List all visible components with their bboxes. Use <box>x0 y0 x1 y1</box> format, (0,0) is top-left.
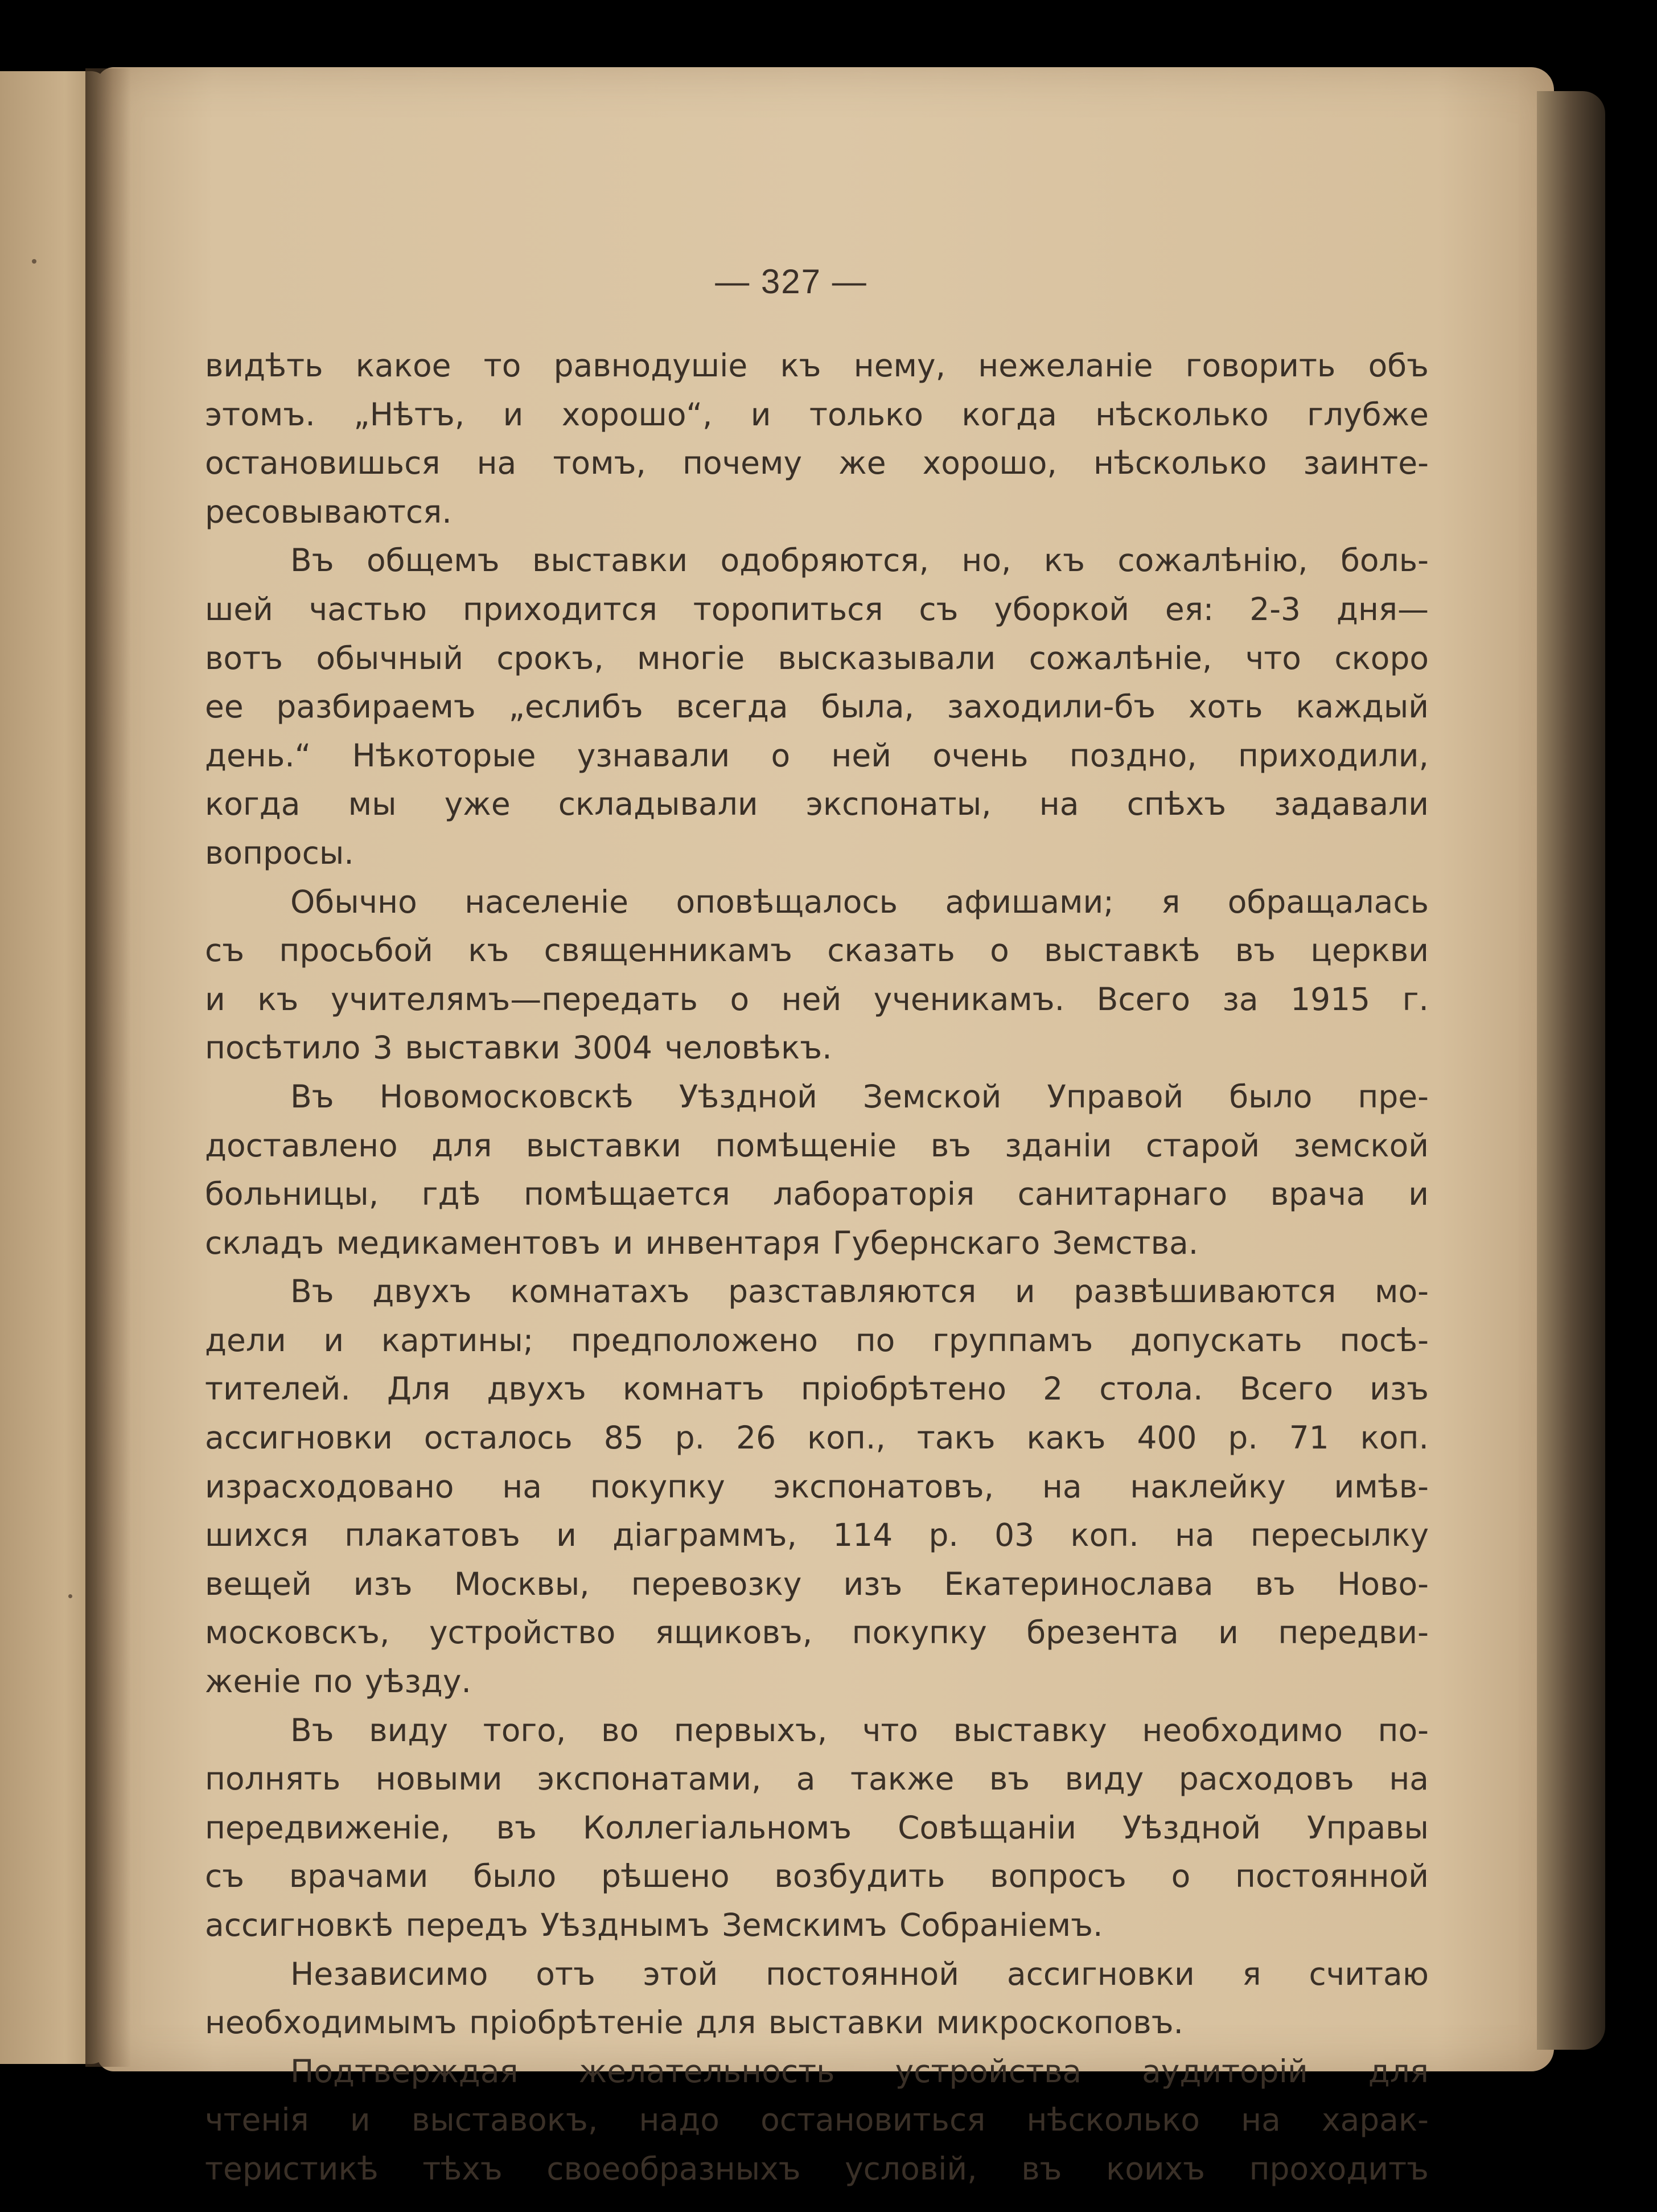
text-line: Въ Новомосковскѣ Уѣздной Земской Управой было пре- <box>290 1078 1429 1115</box>
paragraph <box>205 1706 1429 1950</box>
paragraph <box>205 1267 1429 1706</box>
page-number: — 327 — <box>715 262 867 301</box>
text-line: Въ виду того, во первыхъ, что выставку необходимо по- <box>290 1712 1429 1749</box>
text-line: необходимымъ пріобрѣтеніе для выставки микроскоповъ. <box>205 2004 1184 2041</box>
text-line: дели и картины; предположено по группамъ допускать посѣ- <box>205 1322 1429 1359</box>
text-line: видѣть какое то равнодушіе къ нему, нежеланіе говорить объ <box>205 347 1429 384</box>
text-line: израсходовано на покупку экспонатовъ, на наклейку имѣв- <box>205 1468 1429 1505</box>
text-line: больницы, гдѣ помѣщается лабораторія санитарнаго врача и <box>205 1176 1429 1213</box>
margin-speck <box>32 259 36 264</box>
text-line: доставлено для выставки помѣщеніе въ зданіи старой земской <box>205 1127 1429 1164</box>
page-stack-edge <box>1537 91 1605 2050</box>
text-line: съ врачами было рѣшено возбудить вопросъ о постоянной <box>205 1858 1429 1895</box>
paragraph <box>205 2047 1429 2194</box>
text-line: тителей. Для двухъ комнатъ пріобрѣтено 2 стола. Всего изъ <box>205 1370 1429 1407</box>
margin-speck <box>68 1594 72 1598</box>
text-line: Въ общемъ выставки одобряются, но, къ сожалѣнію, боль- <box>290 542 1429 579</box>
text-line: ассигновкѣ передъ Уѣзднымъ Земскимъ Собраніемъ. <box>205 1907 1103 1943</box>
text-line: вопросы. <box>205 834 354 871</box>
text-line: женіе по уѣзду. <box>205 1663 471 1700</box>
text-line: Подтверждая желательность устройства аудиторій для <box>290 2053 1429 2090</box>
text-line: Въ двухъ комнатахъ разставляются и развѣшиваются мо- <box>290 1273 1429 1310</box>
paragraph <box>205 878 1429 1073</box>
text-line: и къ учителямъ—передать о ней ученикамъ. Всего за 1915 г. <box>205 980 1429 1017</box>
paragraph <box>205 1950 1429 2047</box>
text-line: этомъ. „Нѣтъ, и хорошо“, и только когда нѣсколько глубже <box>205 396 1429 433</box>
text-line: ресовываются. <box>205 493 452 530</box>
text-line: день.“ Нѣкоторые узнавали о ней очень поздно, приходили, <box>205 737 1429 774</box>
text-line: остановишься на томъ, почему же хорошо, нѣсколько заинте- <box>205 445 1429 482</box>
text-line: чтенія и выставокъ, надо остановиться нѣсколько на харак- <box>205 2102 1429 2139</box>
text-line: Независимо отъ этой постоянной ассигновки я считаю <box>290 1955 1429 1992</box>
text-line: вотъ обычный срокъ, многіе высказывали сожалѣніе, что скоро <box>205 639 1429 676</box>
text-line: шей частью приходится торопиться съ уборкой ея: 2-3 дня— <box>205 590 1429 627</box>
text-line: ассигновки осталось 85 р. 26 коп., такъ какъ 400 р. 71 коп. <box>205 1419 1429 1456</box>
paragraph <box>205 342 1429 536</box>
body-text <box>205 342 1429 2194</box>
text-line: ее разбираемъ „еслибъ всегда была, заходили-бъ хоть каждый <box>205 688 1429 725</box>
gutter-shadow <box>85 68 131 2067</box>
text-line: вещей изъ Москвы, перевозку изъ Екатеринослава въ Ново- <box>205 1565 1429 1602</box>
paragraph <box>205 536 1429 877</box>
text-line: теристикѣ тѣхъ своеобразныхъ условій, въ коихъ проходитъ <box>205 2150 1429 2187</box>
text-line: полнять новыми экспонатами, а также въ виду расходовъ на <box>205 1760 1429 1797</box>
text-line: Обычно населеніе оповѣщалось афишами; я обращалась <box>290 883 1429 920</box>
text-line: складъ медикаментовъ и инвентаря Губернскаго Земства. <box>205 1224 1199 1261</box>
text-line: посѣтило 3 выставки 3004 человѣкъ. <box>205 1029 832 1066</box>
text-line: передвиженіе, въ Коллегіальномъ Совѣщаніи Уѣздной Управы <box>205 1809 1429 1846</box>
text-line: московскъ, устройство ящиковъ, покупку брезента и передви- <box>205 1614 1429 1651</box>
text-line: шихся плакатовъ и діаграммъ, 114 р. 03 коп. на пересылку <box>205 1517 1429 1554</box>
paragraph <box>205 1073 1429 1267</box>
text-line: когда мы уже складывали экспонаты, на спѣхъ задавали <box>205 786 1429 823</box>
text-line: съ просьбой къ священникамъ сказать о выставкѣ въ церкви <box>205 932 1429 969</box>
